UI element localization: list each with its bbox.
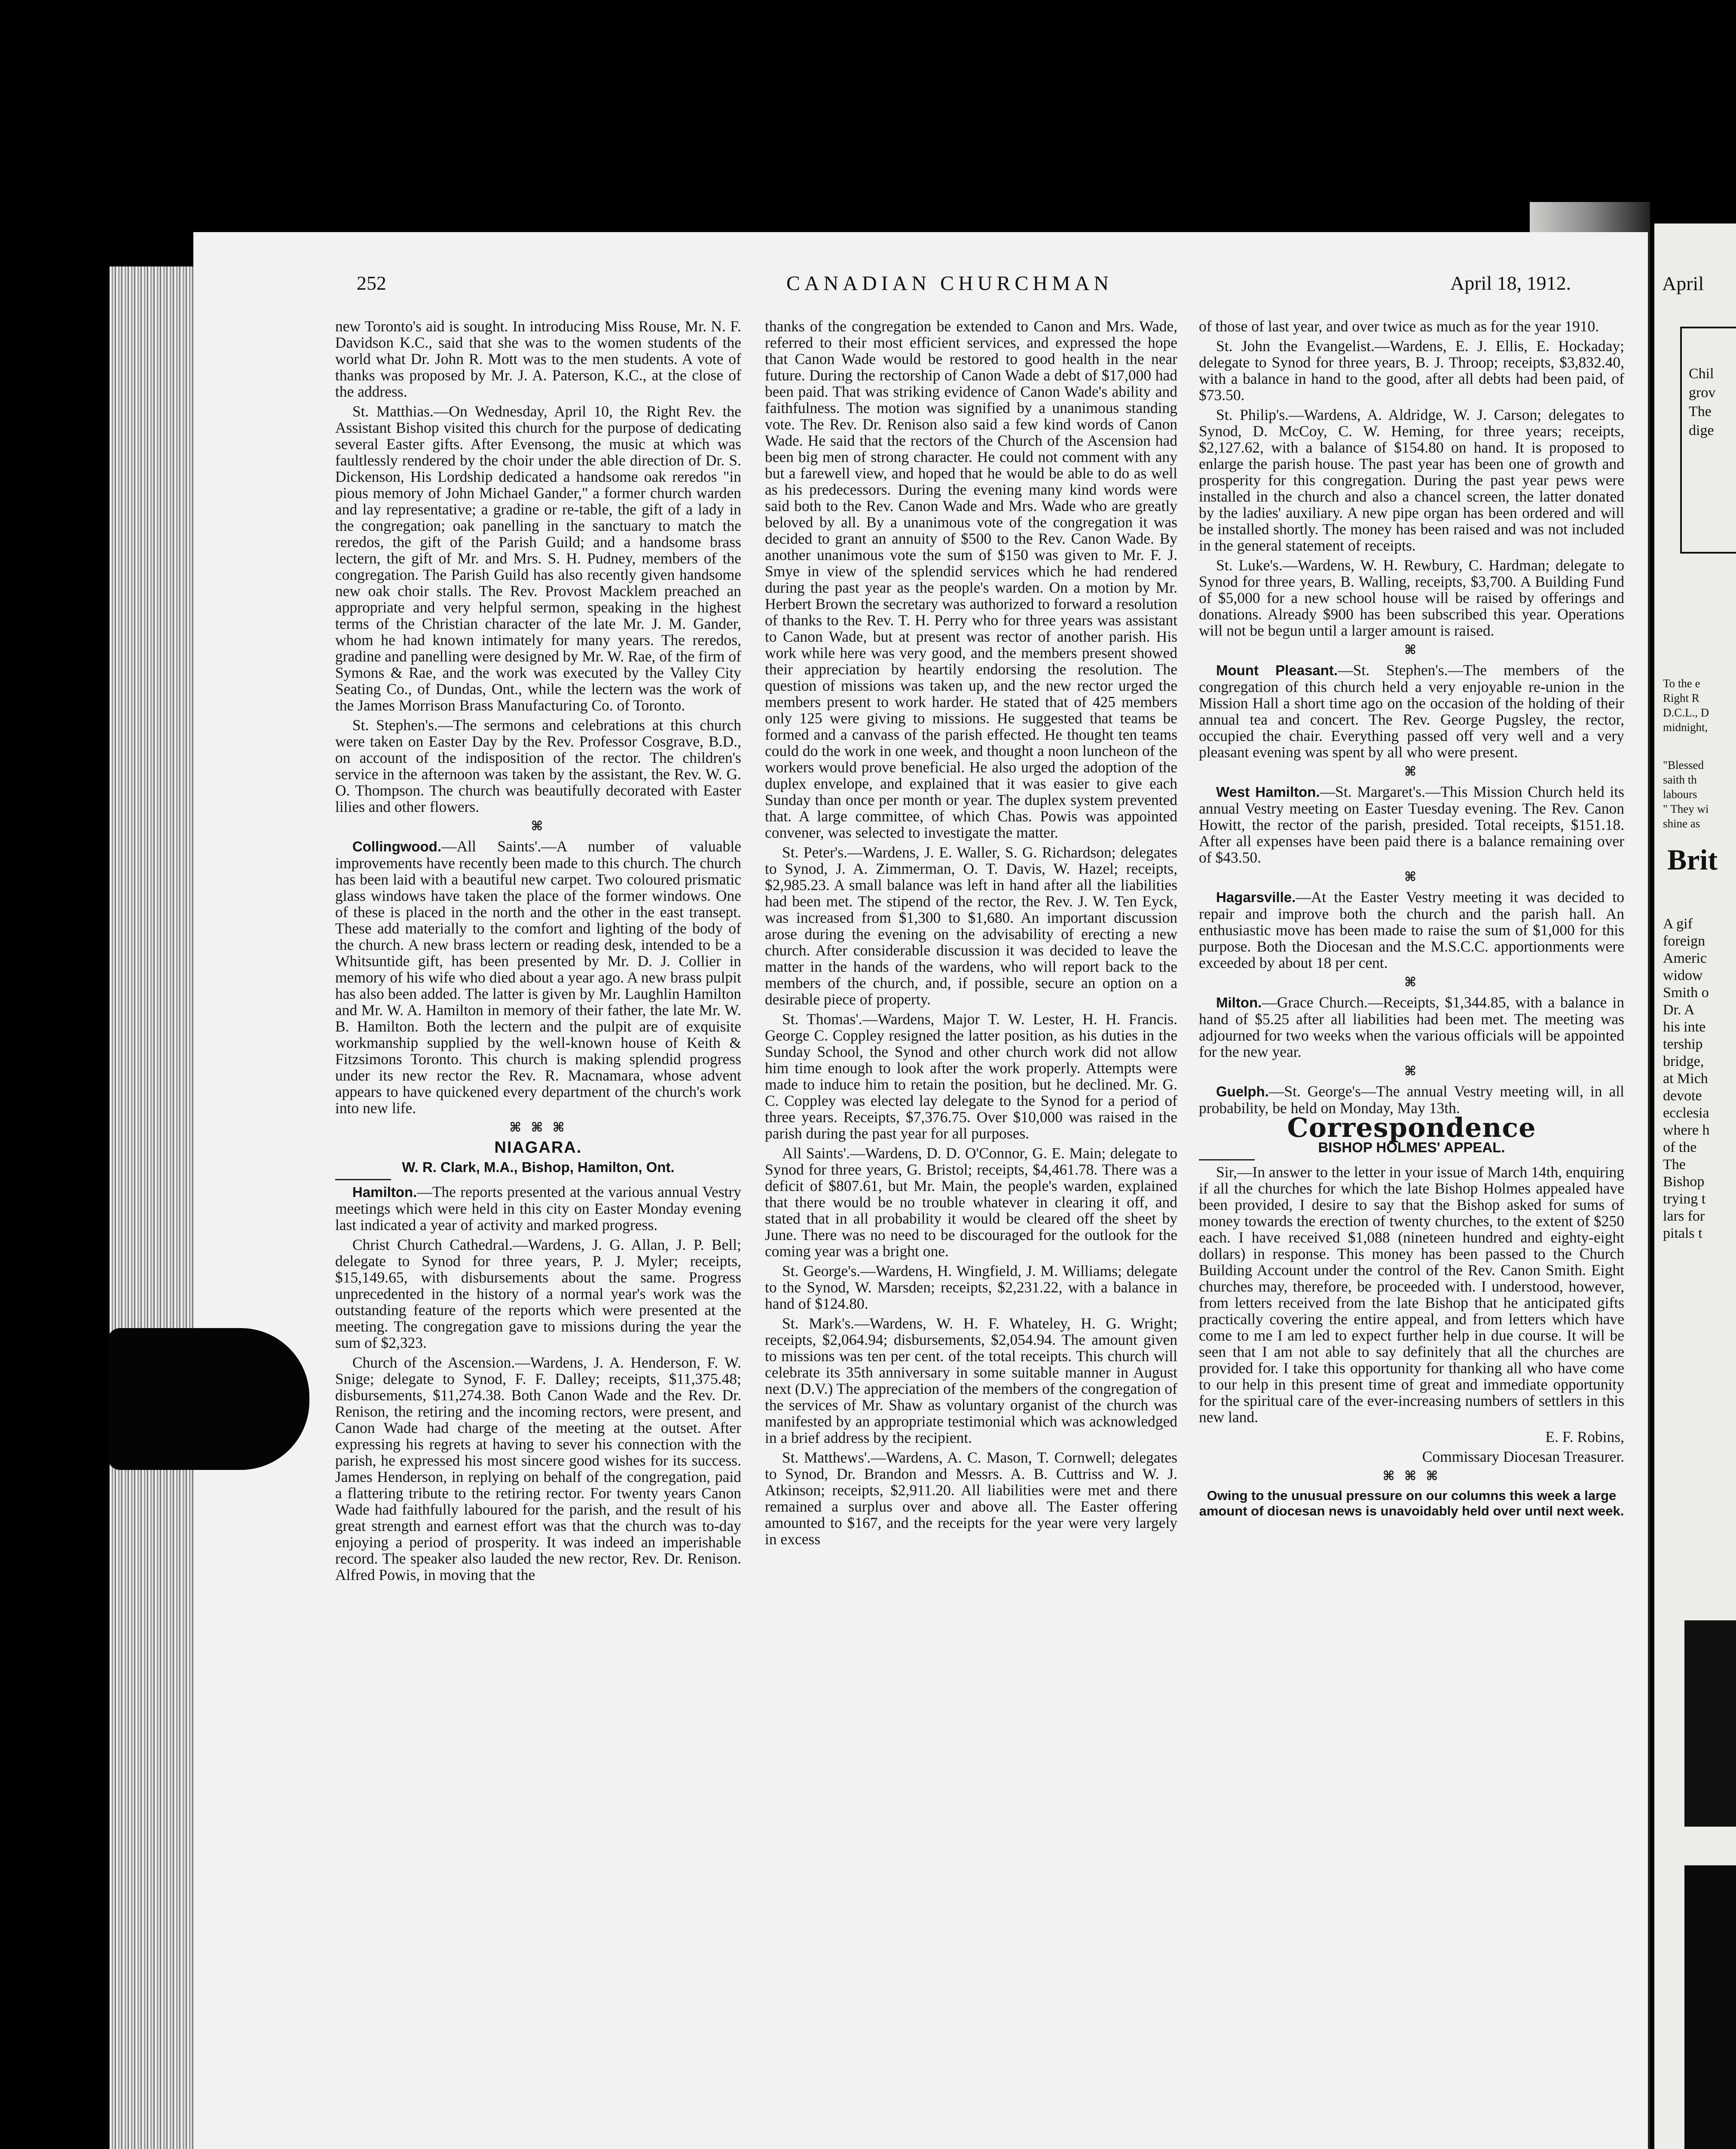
article-paragraph — [765, 1145, 1177, 1259]
facing-page-line: pitals t — [1663, 1225, 1702, 1241]
facing-page-line: ecclesia — [1663, 1105, 1709, 1121]
facing-page-line: lars for — [1663, 1208, 1705, 1224]
paragraph-text: —St. Stephen's.—The members of the congregation of this church held a very enjoyable re-union in the Mission Hall a short time ago on the occasion of the holding of their annual tea and concert. The Rev. George Pugsley, the rector, occupied the chair. Everything passed off very well and a very pleasant evening was spent by all who were present. — [1199, 661, 1625, 761]
ornament-divider — [1199, 764, 1624, 780]
place-name-lead: Collingwood. — [352, 839, 442, 854]
article-paragraph — [1199, 889, 1624, 971]
ornament-divider — [335, 1120, 741, 1136]
facing-page-box — [1680, 327, 1736, 554]
article-paragraph — [335, 403, 741, 713]
facing-page-heading: Brit — [1667, 843, 1718, 876]
facing-page-line: grov — [1689, 385, 1716, 401]
facing-page-line: his inte — [1663, 1019, 1706, 1035]
article-paragraph — [1199, 784, 1624, 866]
paragraph-text: ⌘ ⌘ ⌘ — [1382, 1469, 1441, 1484]
article-paragraph — [1199, 318, 1624, 334]
article-paragraph — [765, 1263, 1177, 1312]
letter-signature — [1199, 1448, 1624, 1465]
place-name-lead: Hagarsville. — [1216, 889, 1296, 905]
facing-page-line: shine as — [1663, 817, 1700, 830]
paragraph-text: —The reports presented at the various annual Vestry meetings which were held in this city on Easter Monday evening last indicated a year of activity and marked progress. — [335, 1183, 741, 1234]
facing-page-line: The — [1663, 1157, 1686, 1172]
section-heading — [335, 1139, 741, 1156]
paragraph-text: ⌘ ⌘ ⌘ — [509, 1120, 567, 1135]
article-paragraph — [335, 838, 741, 1116]
facing-page-line: at Mich — [1663, 1071, 1708, 1087]
paragraph-text: St. Stephen's.—The sermons and celebrations at this church were taken on Easter Day by the Rev. Professor Cosgrave, B.D., on account of the indisposition of the rector. The children's service in the afternoon was taken by the assistant, the Rev. W. G. O. Thompson. The church was beautifully decorated with Easter lilies and other flowers. — [335, 716, 741, 815]
rule-divider — [1199, 1159, 1255, 1160]
facing-page-line: Bishop — [1663, 1174, 1705, 1190]
facing-page-line: tership — [1663, 1036, 1703, 1052]
facing-page-fragment — [1654, 223, 1736, 2149]
article-paragraph — [1199, 662, 1624, 760]
article-paragraph — [335, 717, 741, 815]
facing-page-line: Smith o — [1663, 985, 1709, 1001]
paragraph-text: St. Mark's.—Wardens, W. H. F. Whateley, H. G. Wright; receipts, $2,064.94; disbursements, $2,054.94. The amount given to missions was ten per cent. of the total receipts. This church will celebrate its 35th anniversary in some suitable manner in August next (D.V.) The appreciation of the members of the congregation of the services of Mr. Shaw as voluntary organist of the church was manifested by an appropriate testimonial which was acknowledged in a brief address by the recipient. — [765, 1315, 1177, 1446]
facing-page-advert — [1684, 1865, 1736, 2149]
paragraph-text: —St. Margaret's.—This Mission Church held its annual Vestry meeting on Easter Tuesday evening. The Rev. Canon Howitt, the rector of the parish, presided. Total receipts, $151.18. After all expenses have been paid there is a balance remaining over of $43.50. — [1199, 783, 1624, 866]
facing-page-line: "Blessed — [1663, 759, 1704, 771]
paragraph-text: BISHOP HOLMES' APPEAL. — [1318, 1139, 1505, 1155]
facing-page-line: Americ — [1663, 950, 1707, 966]
ornament-divider — [1199, 642, 1624, 658]
place-name-lead: West Hamilton. — [1216, 784, 1320, 800]
facing-page-line: D.C.L., D — [1663, 706, 1709, 719]
letter-signature — [1199, 1429, 1624, 1445]
publication-title: CANADIAN CHURCHMAN — [786, 272, 1113, 295]
issue-date: April 18, 1912. — [1450, 272, 1571, 294]
place-name-lead: Hamilton. — [352, 1184, 417, 1200]
paragraph-text: All Saints'.—Wardens, D. D. O'Connor, G. E. Main; delegate to Synod for three years, G. Bristol; receipts, $4,461.78. There was a deficit of $807.61, but Mr. Main, the people's warden, explained that there would be no trouble whatever in clearing it off, and stated that in all probability it would be cleared off the sheet by June. There was no need to be discouraged for the outlook for the coming year was a bright one. — [765, 1145, 1177, 1260]
paragraph-text: St. Matthias.—On Wednesday, April 10, the Right Rev. the Assistant Bishop visited this church for the purpose of dedicating several Easter gifts. After Evensong, the music at which was faultlessly rendered by the choir under the able direction of Dr. S. Dickenson, His Lordship dedicated a handsome oak reredos "in pious memory of John Michael Gander," a former church warden and lay representative; a gradine or re-table, the gift of a lady in the congregation; oak panelling in the sanctuary to match the reredos, the gift of the Parish Guild; and a handsome brass lectern, the gift of Mr. and Mrs. S. H. Pudney, members of the congregation. The Parish Guild has also recently given handsome new oak choir stalls. The Rev. Provost Macklem preached an appropriate and very helpful sermon, speaking in the highest terms of the Christian character of the late Mr. J. M. Gander, whom he had known intimately for many years. The reredos, gradine and panelling were designed by Mr. W. Rae, of the firm of Symons & Rae, and the work was executed by the Valley City Seating Co., of Dundas, Ont., while the lectern was the work of the James Morrison Brass Manufacturing Co. of Toronto. — [335, 403, 741, 714]
article-paragraph — [765, 1011, 1177, 1142]
facing-page-line: Chil — [1689, 366, 1714, 382]
article-paragraph — [335, 1184, 741, 1233]
paragraph-text: Correspondence — [1287, 1112, 1536, 1143]
paragraph-text: NIAGARA. — [494, 1139, 582, 1157]
paragraph-text: ⌘ — [1404, 764, 1419, 779]
paragraph-text: Owing to the unusual pressure on our columns this week a large amount of diocesan news is unavoidably held over until next week. — [1199, 1488, 1624, 1518]
article-paragraph — [1199, 407, 1624, 554]
facing-page-line: widow — [1663, 967, 1703, 983]
article-paragraph — [765, 1449, 1177, 1547]
place-name-lead: Milton. — [1216, 995, 1262, 1010]
facing-page-line: The — [1689, 404, 1712, 419]
paragraph-text: St. John the Evangelist.—Wardens, E. J. Ellis, E. Hockaday; delegate to Synod for three years, B. J. Throop; receipts, $3,832.40, with a balance in hand to the good, after all debts had been paid, of $73.50. — [1199, 337, 1624, 404]
section-subheading — [335, 1159, 741, 1176]
paragraph-text: ⌘ — [1404, 643, 1419, 658]
place-name-lead: Guelph. — [1216, 1084, 1269, 1099]
page-number: 252 — [357, 272, 386, 294]
article-paragraph — [335, 318, 741, 400]
paragraph-text: —Grace Church.—Receipts, $1,344.85, with a balance in hand of $5.25 after all liabilities had been met. The meeting was adjourned for two weeks when the various officials will be appointed for the new year. — [1199, 994, 1624, 1060]
article-paragraph — [1199, 557, 1624, 639]
paragraph-text: St. Matthews'.—Wardens, A. C. Mason, T. Cornwell; delegates to Synod, Dr. Brandon and Messrs. A. B. Cuttriss and W. J. Atkinson; receipts, $2,911.20. All liabilities were met and there remained a surplus over and above all. The Easter offering amounted to $167, and the receipts for the year were very largely in excess — [765, 1449, 1177, 1548]
paragraph-text: St. Luke's.—Wardens, W. H. Rewbury, C. Hardman; delegate to Synod for three years, B. Walling, receipts, $3,700. A Building Fund of $5,000 for a new school house will be raised by offerings and donations. Already $900 has been subscribed this year. Operations will not be begun until a larger amount is raised. — [1199, 557, 1624, 639]
paragraph-text: Church of the Ascension.—Wardens, J. A. Henderson, F. W. Snige; delegate to Synod, F. F. Dalley; receipts, $11,375.48; disbursements, $11,274.38. Both Canon Wade and the Rev. Dr. Renison, the retiring and the incoming rectors, were present, and Canon Wade had charge of the meeting at the outset. After expressing his regrets at having to sever his connection with the parish, he expressed his most sincere good wishes for its success. James Henderson, in replying on behalf of the congregation, paid a flattering tribute to the retiring rector. For twenty years Canon Wade had faithfully laboured for the parish, and the result of his great strength and earnest effort was that the church was to-day enjoying a period of prosperity. It was indeed an imperishable record. The speaker also lauded the new rector, Rev. Dr. Renison. Alfred Powis, in moving that the — [335, 1354, 741, 1583]
paragraph-text: St. Thomas'.—Wardens, Major T. W. Lester, H. H. Francis. George C. Coppley resigned the latter position, as his duties in the Sunday School, the Synod and other church work did not allow him time enough to look after the work properly. Attempts were made to induce him to retain the position, but he declined. Mr. G. C. Coppley was elected lay delegate to the Synod for a period of three years. Receipts, $7,376.75. Over $10,000 was raised in the parish during the past year for all purposes. — [765, 1010, 1177, 1142]
rule-divider — [335, 1179, 391, 1180]
editor-notice — [1199, 1488, 1624, 1519]
ornament-divider — [1199, 1468, 1624, 1485]
paragraph-text: E. F. Robins, — [1545, 1428, 1624, 1445]
facing-page-line: saith th — [1663, 773, 1697, 786]
paragraph-text: ⌘ — [1404, 869, 1419, 885]
paragraph-text: St. George's.—Wardens, H. Wingfield, J. M. Williams; delegate to the Synod, W. Marsden; receipts, $2,231.22, with a balance in hand of $124.80. — [765, 1262, 1177, 1312]
text-column-1 — [335, 318, 741, 1586]
article-paragraph — [765, 1315, 1177, 1446]
ornament-divider — [1199, 1063, 1624, 1080]
facing-page-header: April — [1662, 272, 1704, 294]
paragraph-text: St. Peter's.—Wardens, J. E. Waller, S. G. Richardson; delegates to Synod, J. A. Zimmerman, O. T. Davis, W. Hazel; receipts, $2,985.23. A small balance was left in hand after all the liabilities had been met. The stipend of the rector, the Rev. J. W. Ten Eyck, was increased from $1,300 to $1,680. An important discussion arose during the evening on the advisability of erecting a new church. After considerable discussion it was decided to leave the matter in the hands of the wardens, who will report back to the members of the church, and, if possible, secure an option on a desirable piece of property. — [765, 844, 1177, 1008]
facing-page-line: Right R — [1663, 692, 1699, 704]
article-paragraph — [335, 1237, 741, 1351]
paragraph-text: of those of last year, and over twice as much as for the year 1910. — [1199, 318, 1599, 335]
facing-page-line: midnight, — [1663, 721, 1708, 734]
paragraph-text: —At the Easter Vestry meeting it was decided to repair and improve both the church and the parish hall. An enthusiastic move has been made to raise the sum of $1,000 for this purpose. Both the Diocesan and the M.S.C.C. apportionments were exceeded by about 18 per cent. — [1199, 888, 1624, 971]
paragraph-text: Christ Church Cathedral.—Wardens, J. G. Allan, J. P. Bell; delegate to Synod for three years, P. J. Myler; receipts, $15,149.65, with disbursements about the same. Progress unprecedented in the history of a normal year's work was the outstanding feature of the reports which were presented at the meeting. The congregation gave to missions during the year the sum of $2,323. — [335, 1236, 741, 1351]
paragraph-text: thanks of the congregation be extended to Canon and Mrs. Wade, referred to their most efficient services, and expressed the hope that Canon Wade would be restored to good health in the near future. During the rectorship of Canon Wade a debt of $17,000 had been paid. That was striking evidence of Canon Wade's ability and faithfulness. The motion was signified by a unanimous standing vote. The Rev. Dr. Renison also said a few kind words of Canon Wade. He said that the rectors of the Church of the Ascension had been big men of strong character. He could not comment with any but a farewell view, and hoped that he would be able to do as well as his predecessors. During the evening many kind words were said both to the Rev. Canon Wade and Mrs. Wade who are greatly beloved by all. By a unanimous vote of the congregation it was decided to grant an annuity of $500 to the Rev. Canon Wade. By another unanimous vote the sum of $150 was given to Mr. F. J. Smye in view of the splendid services which he had rendered during the past year as the people's warden. On a motion by Mr. Herbert Brown the secretary was authorized to forward a resolution of thanks to the Rev. T. H. Perry who for three years was assistant to Canon Wade, but at present was rector of another parish. His work while here was very good, and the members present showed their appreciation by heartily endorsing the resolution. The question of missions was taken up, and the new rector urged the members present to work harder. He stated that of 425 members only 125 were giving to missions. He suggested that teams be formed and a canvass of the parish effected. He thought ten teams could do the work in one week, and thought a noon luncheon of the workers would prove beneficial. He also urged the adoption of the duplex envelope, and explained that it was easier to give each Sunday than once per month or year. The duplex system prevented that. A large committee, of which Chas. Powis was appointed convener, was selected to investigate the matter. — [765, 318, 1177, 841]
facing-page-line: labours — [1663, 788, 1697, 801]
article-paragraph — [1199, 1164, 1624, 1425]
book-page-edges — [110, 266, 200, 2149]
facing-page-illustration — [1684, 1620, 1736, 1827]
article-paragraph — [335, 1354, 741, 1583]
facing-page-line: devote — [1663, 1088, 1702, 1104]
newspaper-page — [193, 232, 1648, 2149]
paragraph-text: —St. George's—The annual Vestry meeting will, in all probability, be held on Monday, May 13th. — [1199, 1083, 1624, 1117]
facing-page-line: foreign — [1663, 933, 1705, 949]
section-subheading — [1199, 1139, 1624, 1156]
text-column-2 — [765, 318, 1177, 1551]
facing-page-line: where h — [1663, 1122, 1710, 1138]
facing-page-line: A gif — [1663, 916, 1693, 932]
article-paragraph — [1199, 338, 1624, 403]
facing-page-line: To the e — [1663, 677, 1700, 690]
ornament-divider — [1199, 869, 1624, 885]
department-heading — [1199, 1112, 1624, 1143]
paragraph-text: Commissary Diocesan Treasurer. — [1422, 1448, 1624, 1465]
paragraph-text: ⌘ — [1404, 1064, 1419, 1079]
paragraph-text: Sir,—In answer to the letter in your issue of March 14th, enquiring if all the churches for which the late Bishop Holmes appealed have been provided, I desire to say that the Bishop asked for sums of money towards the erection of twenty churches, to the extent of $250 each. I have received $1,088 (nineteen hundred and eighty-eight dollars) in response. This money has been passed to the Church Building Account under the control of the Rev. Canon Smith. Eight churches may, therefore, be proceeded with. I understood, however, from letters received from the late Bishop that he anticipated gifts practically covering the entire appeal, and from letters which have come to me I am led to expect further help in due course. It will be seen that I am not able to say definitely that all the churches are provided for. I take this opportunity for thanking all who have come to our help in this present time of great and immediate opportunity for the spiritual care of the ever-increasing numbers of settlers in this new land. — [1199, 1163, 1624, 1426]
facing-page-line: dige — [1689, 422, 1714, 438]
text-column-3 — [1199, 318, 1624, 1522]
ornament-divider — [1199, 974, 1624, 991]
facing-page-line: " They wi — [1663, 802, 1709, 815]
article-paragraph — [1199, 994, 1624, 1060]
paragraph-text: —All Saints'.—A number of valuable improvements have recently been made to this church. The church has been laid with a beautiful new carpet. Two coloured prismatic glass windows have taken the place of the former windows. One of these is placed in the north and the other in the east transept. These add materially to the comfort and lighting of the body of the church. A new brass lectern or reading desk, intended to be a Whitsuntide gift, has been presented by Mr. D. J. Collier in memory of his wife who died about a year ago. A new brass pulpit has also been added. The latter is given by Mr. Laughlin Hamilton and Mr. W. A. Hamilton in memory of their father, the late Mr. W. B. Hamilton. Both the lectern and the pulpit are of exquisite workmanship supplied by the well-known house of Keith & Fitzsimons Toronto. This church is making splendid progress under its new rector the Rev. R. Macnamara, whose advent appears to have quickened every department of the church's work into new life. — [335, 838, 741, 1117]
page-header — [357, 272, 1646, 306]
article-paragraph — [1199, 1083, 1624, 1116]
paragraph-text: ⌘ — [1404, 975, 1419, 990]
paragraph-text: W. R. Clark, M.A., Bishop, Hamilton, Ont. — [402, 1159, 675, 1175]
paragraph-text: new Toronto's aid is sought. In introducing Miss Rouse, Mr. N. F. Davidson K.C., said that she was to the women students of the world what Dr. John R. Mott was to the men students. A vote of thanks was proposed by Mr. J. A. Paterson, K.C., at the close of the address. — [335, 318, 741, 400]
paragraph-text: St. Philip's.—Wardens, A. Aldridge, W. J. Carson; delegates to Synod, D. McCoy, C. W. Heming, for three years; receipts, $2,127.62, with a balance of $154.80 on hand. It is proposed to enlarge the parish house. The past year has been one of growth and prosperity for this congregation. During the past year pews were installed in the church and also a chancel screen, the latter donated by the ladies' auxiliary. A new pipe organ has been ordered and will be installed shortly. The money has been raised and was not included in the general statement of receipts. — [1199, 406, 1624, 554]
facing-page-line: Dr. A — [1663, 1002, 1695, 1018]
ornament-divider — [335, 818, 741, 835]
article-paragraph — [765, 318, 1177, 841]
article-paragraph — [765, 844, 1177, 1007]
paragraph-text: ⌘ — [531, 819, 546, 834]
place-name-lead: Mount Pleasant. — [1216, 662, 1338, 678]
thumb-holding-page — [107, 1328, 309, 1470]
facing-page-line: trying t — [1663, 1191, 1706, 1207]
facing-page-line: bridge, — [1663, 1053, 1704, 1069]
facing-page-line: of the — [1663, 1139, 1697, 1155]
